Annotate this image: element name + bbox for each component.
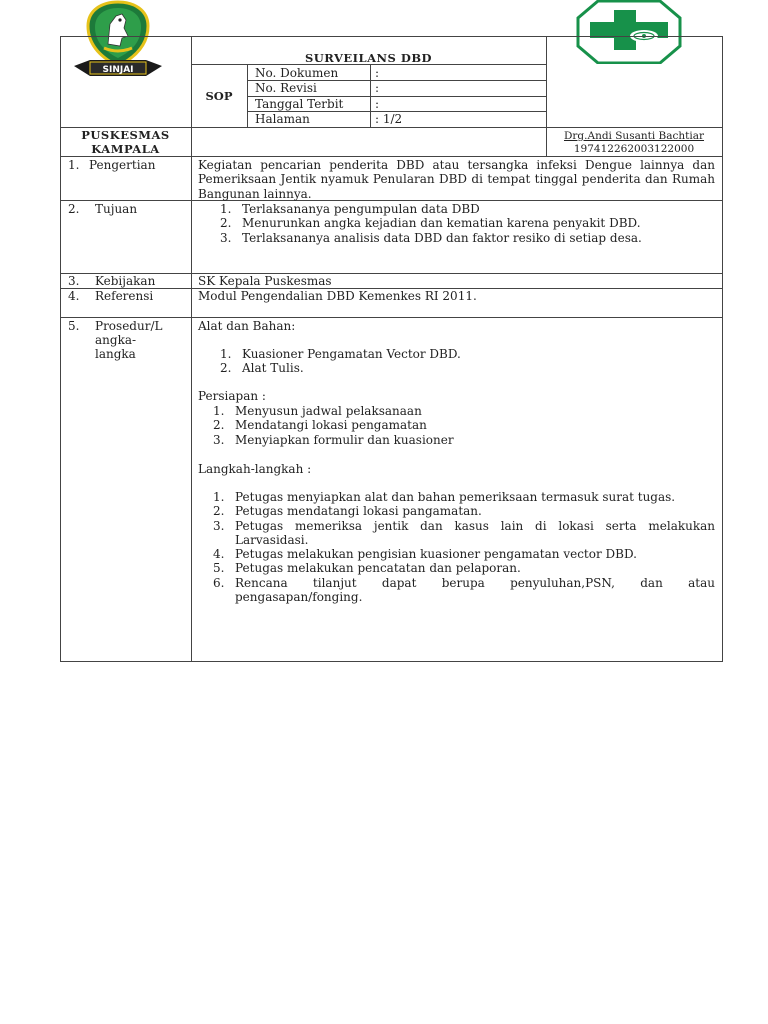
item-number: 2. bbox=[213, 418, 225, 433]
item-text: Petugas melakukan pengisian kuasioner pengamatan vector DBD. bbox=[235, 547, 637, 562]
row-label-prosedur-cont: angka- bbox=[95, 333, 137, 347]
signer-id: 197412262003122000 bbox=[573, 143, 695, 155]
list-item bbox=[220, 231, 715, 245]
list-item bbox=[220, 202, 715, 216]
meta-value: : bbox=[375, 66, 380, 80]
sop-label: SOP bbox=[205, 89, 233, 103]
meta-value: : bbox=[375, 97, 380, 111]
meta-label: No. Revisi bbox=[255, 81, 317, 95]
row-label-prosedur: Prosedur/L bbox=[95, 319, 163, 333]
list-item bbox=[213, 504, 715, 518]
document-title: SURVEILANS DBD bbox=[304, 51, 433, 65]
langkah-list bbox=[213, 490, 715, 604]
item-number: 4. bbox=[213, 547, 225, 562]
item-number: 3. bbox=[220, 230, 232, 245]
item-number: 3. bbox=[213, 518, 225, 533]
pengertian-text: Kegiatan pencarian penderita DBD atau tersangka infeksi Dengue lainnya dan Pemeriksaan Jentik nyamuk Penularan DBD di tempat tinggal penderita dan Rumah Bangunan lainnya. bbox=[198, 158, 715, 201]
tujuan-list bbox=[220, 202, 715, 245]
list-item bbox=[213, 561, 715, 575]
meta-label: Tanggal Terbit bbox=[255, 97, 344, 111]
list-item bbox=[213, 547, 715, 561]
list-item bbox=[213, 519, 715, 548]
row-number: 4. bbox=[68, 289, 80, 303]
row-label-kebijakan: Kebijakan bbox=[95, 274, 156, 288]
referensi-text: Modul Pengendalian DBD Kemenkes RI 2011. bbox=[198, 289, 477, 303]
signer-name: Drg.Andi Susanti Bachtiar bbox=[563, 130, 705, 142]
item-text: Mendatangi lokasi pengamatan bbox=[235, 418, 427, 433]
item-text: Terlaksananya analisis data DBD dan faktor resiko di setiap desa. bbox=[242, 230, 642, 245]
row-number: 2. bbox=[68, 202, 80, 216]
item-number: 2. bbox=[220, 361, 232, 376]
meta-label: Halaman bbox=[255, 112, 310, 126]
item-text: Petugas menyiapkan alat dan bahan pemeriksaan termasuk surat tugas. bbox=[235, 490, 676, 504]
row-label-prosedur-cont: langka bbox=[95, 347, 136, 361]
item-text: Menurunkan angka kejadian dan kematian karena penyakit DBD. bbox=[242, 216, 641, 231]
item-number: 1. bbox=[213, 490, 225, 504]
meta-value: : bbox=[375, 81, 380, 95]
meta-label: No. Dokumen bbox=[255, 66, 339, 80]
list-item bbox=[220, 347, 715, 361]
persiapan-list bbox=[213, 404, 715, 447]
kebijakan-text: SK Kepala Puskesmas bbox=[198, 274, 332, 288]
item-number: 1. bbox=[220, 347, 232, 361]
item-text: Menyiapkan formulir dan kuasioner bbox=[235, 432, 454, 447]
meta-value: : 1/2 bbox=[375, 112, 403, 126]
item-number: 2. bbox=[220, 216, 232, 231]
alat-heading: Alat dan Bahan: bbox=[198, 319, 296, 333]
alat-list bbox=[220, 347, 715, 376]
row-label-referensi: Referensi bbox=[95, 289, 154, 303]
item-text: Petugas mendatangi lokasi pangamatan. bbox=[235, 504, 482, 519]
list-item bbox=[220, 361, 715, 375]
item-text: Rencana tilanjut dapat berupa penyuluhan,PSN, dan atau pengasapan/fonging. bbox=[235, 575, 715, 605]
list-item bbox=[220, 216, 715, 230]
item-text: Kuasioner Pengamatan Vector DBD. bbox=[242, 347, 461, 361]
langkah-heading: Langkah-langkah : bbox=[198, 462, 312, 476]
row-number: 1. bbox=[68, 158, 80, 172]
item-number: 1. bbox=[213, 404, 225, 418]
list-item bbox=[213, 490, 715, 504]
item-text: Petugas memeriksa jentik dan kasus lain di lokasi serta melakukan Larvasidasi. bbox=[235, 518, 715, 547]
item-text: Menyusun jadwal pelaksanaan bbox=[235, 404, 422, 418]
list-item bbox=[213, 433, 715, 447]
org-name-line2: KAMPALA bbox=[91, 142, 160, 156]
item-text: Alat Tulis. bbox=[242, 361, 304, 376]
persiapan-heading: Persiapan : bbox=[198, 389, 266, 403]
logo-caption: SINJAI bbox=[102, 65, 134, 75]
row-label-tujuan: Tujuan bbox=[95, 202, 138, 216]
item-number: 1. bbox=[220, 202, 232, 216]
list-item bbox=[213, 576, 715, 605]
list-item bbox=[213, 404, 715, 418]
item-number: 3. bbox=[213, 432, 225, 447]
row-number: 5. bbox=[68, 319, 80, 333]
item-number: 2. bbox=[213, 504, 225, 519]
sinjai-regency-logo bbox=[70, 0, 166, 82]
item-number: 6. bbox=[213, 575, 225, 590]
item-text: Petugas melakukan pencatatan dan pelaporan. bbox=[235, 561, 521, 576]
list-item bbox=[213, 418, 715, 432]
row-label-pengertian: Pengertian bbox=[89, 158, 156, 172]
row-number: 3. bbox=[68, 274, 80, 288]
item-text: Terlaksananya pengumpulan data DBD bbox=[242, 202, 480, 216]
org-name-line1: PUSKESMAS bbox=[81, 128, 170, 142]
health-cross-logo bbox=[576, 0, 682, 64]
item-number: 5. bbox=[213, 561, 225, 576]
